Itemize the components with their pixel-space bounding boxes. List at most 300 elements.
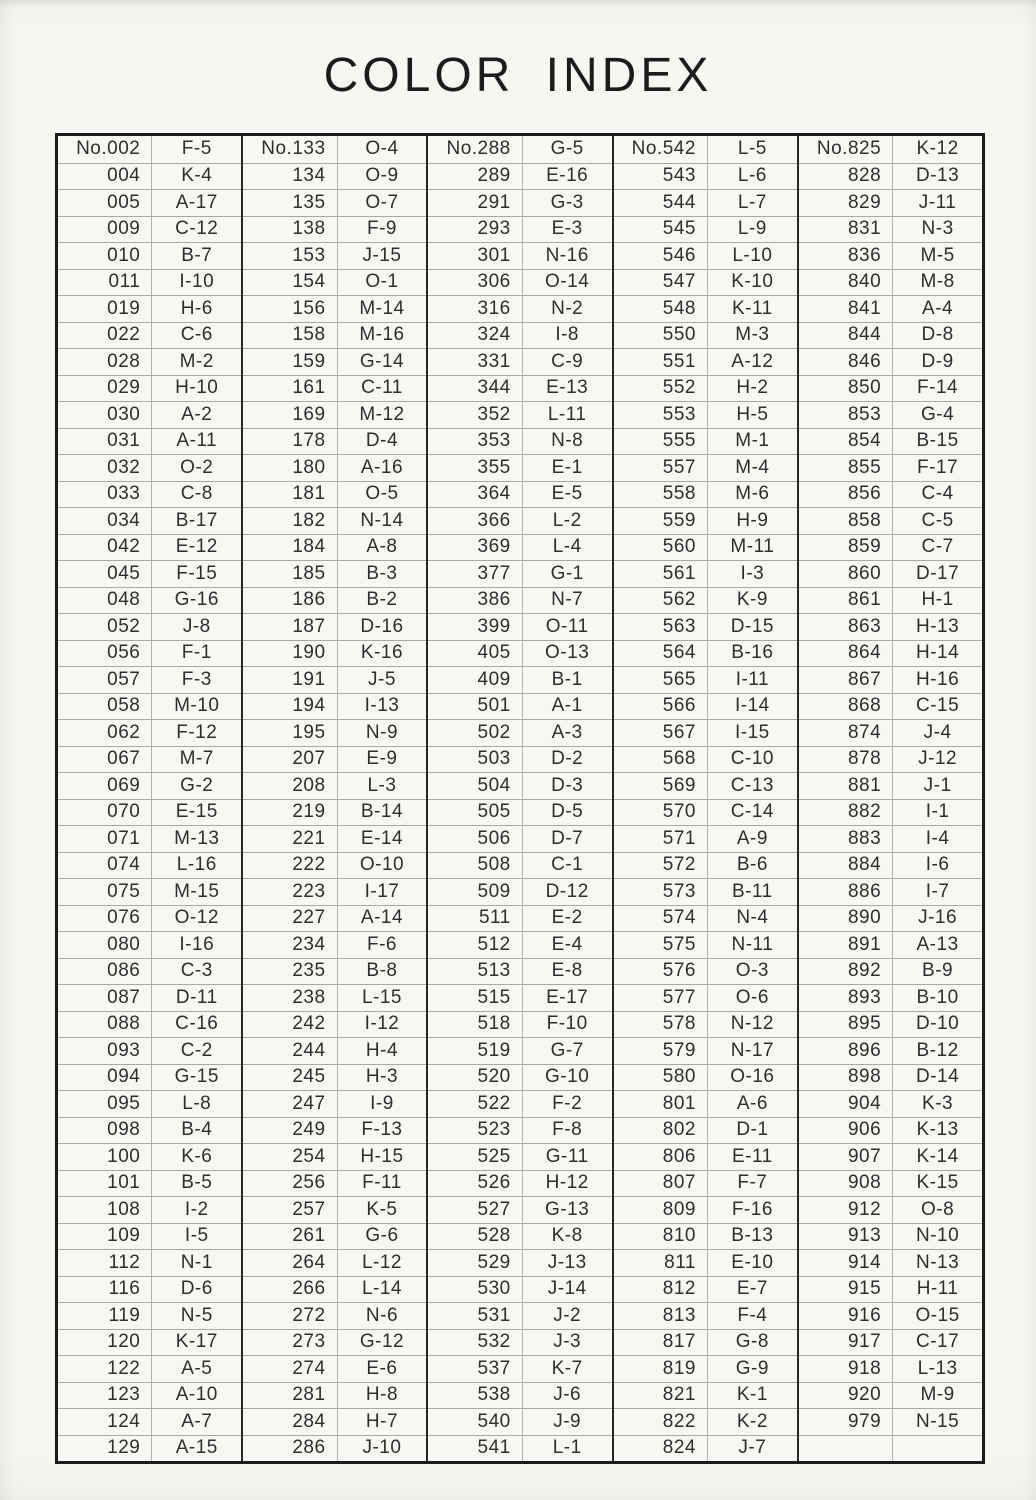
grid-ref-cell: G-9	[708, 1355, 797, 1382]
grid-ref-cell: K-6	[152, 1143, 241, 1170]
grid-ref-cell: A-7	[152, 1408, 241, 1435]
grid-ref-cell: H-16	[893, 666, 982, 693]
color-number-cell: 813	[614, 1302, 708, 1329]
color-number-cell: 912	[799, 1196, 893, 1223]
color-number-cell: 306	[428, 269, 522, 296]
color-number-cell: 134	[243, 163, 337, 190]
grid-ref-cell: K-11	[708, 295, 797, 322]
grid-ref-cell: O-9	[338, 163, 427, 190]
grid-ref-cell: H-5	[708, 401, 797, 428]
color-number-cell: 386	[428, 587, 522, 614]
color-number-cell: 817	[614, 1329, 708, 1356]
color-number-cell: 546	[614, 242, 708, 269]
color-number-cell: 123	[58, 1382, 152, 1409]
grid-ref-cell: G-5	[550, 138, 584, 160]
grid-ref-cell: C-12	[152, 216, 241, 243]
color-number-cell: 855	[799, 454, 893, 481]
color-number-cell: 802	[614, 1117, 708, 1144]
grid-ref-cell: O-6	[708, 984, 797, 1011]
grid-ref-cell: M-5	[893, 242, 982, 269]
grid-ref-cell: K-5	[338, 1196, 427, 1223]
grid-ref-cell: E-3	[523, 216, 612, 243]
grid-ref-cell: C-14	[708, 799, 797, 826]
color-number-cell: 249	[243, 1117, 337, 1144]
grid-ref-cell: I-5	[152, 1223, 241, 1250]
color-number-cell: 576	[614, 958, 708, 985]
color-number-cell: 169	[243, 401, 337, 428]
color-number-cell: 540	[428, 1408, 522, 1435]
grid-ref-cell: M-2	[152, 348, 241, 375]
color-number-cell: 324	[428, 322, 522, 349]
grid-ref-cell: C-13	[708, 772, 797, 799]
color-number-cell: 853	[799, 401, 893, 428]
color-number-cell: 238	[243, 984, 337, 1011]
color-number-cell: 916	[799, 1302, 893, 1329]
grid-ref-cell: K-13	[893, 1117, 982, 1144]
color-number-cell: 530	[428, 1276, 522, 1303]
grid-ref-cell: B-15	[893, 428, 982, 455]
color-number-cell	[799, 1435, 893, 1462]
grid-ref-cell: K-9	[708, 587, 797, 614]
color-number-cell: 577	[614, 984, 708, 1011]
color-number-cell: 532	[428, 1329, 522, 1356]
grid-ref-cell: E-16	[523, 163, 612, 190]
grid-ref-cell: A-14	[338, 905, 427, 932]
color-number-cell: 552	[614, 375, 708, 402]
grid-ref-cell: F-8	[523, 1117, 612, 1144]
grid-ref-cell: L-2	[523, 507, 612, 534]
grid-ref-cell: J-14	[523, 1276, 612, 1303]
grid-ref-cell: C-2	[152, 1037, 241, 1064]
grid-ref-cell: G-6	[338, 1223, 427, 1250]
grid-ref-cell: M-10	[152, 693, 241, 720]
color-number-cell: 029	[58, 375, 152, 402]
color-number-cell: 154	[243, 269, 337, 296]
color-number-cell: 272	[243, 1302, 337, 1329]
column-group-5	[799, 136, 982, 1461]
grid-ref-cell: D-1	[708, 1117, 797, 1144]
color-number-cell: 032	[58, 454, 152, 481]
grid-ref-cell: H-4	[338, 1037, 427, 1064]
grid-ref-cell: A-11	[152, 428, 241, 455]
color-number-cell: 369	[428, 534, 522, 561]
grid-ref-cell: B-5	[152, 1170, 241, 1197]
color-number-cell: 052	[58, 613, 152, 640]
color-number-cell: 806	[614, 1143, 708, 1170]
grid-ref-cell: K-14	[893, 1143, 982, 1170]
color-number-cell: 915	[799, 1276, 893, 1303]
color-number-cell: 561	[614, 560, 708, 587]
grid-ref-cell: I-9	[338, 1090, 427, 1117]
column-group-2	[243, 136, 428, 1461]
grid-ref-cell	[893, 1435, 982, 1462]
color-number-cell: 161	[243, 375, 337, 402]
grid-ref-cell: E-6	[338, 1355, 427, 1382]
color-number-cell: 553	[614, 401, 708, 428]
grid-ref-cell: F-7	[708, 1170, 797, 1197]
color-number-cell: 913	[799, 1223, 893, 1250]
grid-ref-cell: N-3	[893, 216, 982, 243]
grid-ref-cell: A-13	[893, 931, 982, 958]
grid-ref-cell: E-5	[523, 481, 612, 508]
grid-ref-cell: O-10	[338, 852, 427, 879]
color-number-cell: 355	[428, 454, 522, 481]
grid-ref-cell: J-3	[523, 1329, 612, 1356]
color-number-cell: 184	[243, 534, 337, 561]
color-number-cell: 070	[58, 799, 152, 826]
color-number-cell: 058	[58, 693, 152, 720]
grid-ref-cell: C-16	[152, 1011, 241, 1038]
color-number-cell: 811	[614, 1249, 708, 1276]
grid-ref-cell: B-11	[708, 878, 797, 905]
grid-ref-cell: F-12	[152, 719, 241, 746]
grid-ref-cell: C-17	[893, 1329, 982, 1356]
grid-ref-cell: F-11	[338, 1170, 427, 1197]
grid-ref-cell: O-11	[523, 613, 612, 640]
color-number-cell: 526	[428, 1170, 522, 1197]
grid-ref-cell: I-17	[338, 878, 427, 905]
color-number-cell: 557	[614, 454, 708, 481]
grid-ref-cell: M-16	[338, 322, 427, 349]
color-index-table	[55, 133, 985, 1464]
grid-ref-cell: C-10	[708, 746, 797, 773]
grid-ref-cell: F-13	[338, 1117, 427, 1144]
color-number-cell: 822	[614, 1408, 708, 1435]
color-number-cell: 191	[243, 666, 337, 693]
color-number-cell: 906	[799, 1117, 893, 1144]
color-number-cell: 222	[243, 852, 337, 879]
color-number-cell: 257	[243, 1196, 337, 1223]
grid-ref-cell: H-7	[338, 1408, 427, 1435]
color-number-cell: No.542	[614, 136, 708, 163]
grid-ref-cell: N-14	[338, 507, 427, 534]
grid-ref-cell: I-13	[338, 693, 427, 720]
grid-ref-cell: H-12	[523, 1170, 612, 1197]
grid-ref-cell: G-12	[338, 1329, 427, 1356]
grid-ref-cell: B-7	[152, 242, 241, 269]
grid-ref-cell: G-13	[523, 1196, 612, 1223]
grid-ref-cell: B-2	[338, 587, 427, 614]
color-number-cell: 840	[799, 269, 893, 296]
color-number-cell: 056	[58, 640, 152, 667]
color-number-cell: 895	[799, 1011, 893, 1038]
color-number-cell: 256	[243, 1170, 337, 1197]
grid-ref-cell: H-13	[893, 613, 982, 640]
color-number-cell: 289	[428, 163, 522, 190]
grid-ref-cell: K-1	[708, 1382, 797, 1409]
grid-ref-cell: E-13	[523, 375, 612, 402]
color-number-cell: 122	[58, 1355, 152, 1382]
grid-ref-cell: G-4	[893, 401, 982, 428]
color-number-cell: 918	[799, 1355, 893, 1382]
grid-ref-cell: N-1	[152, 1249, 241, 1276]
grid-ref-cell: J-4	[893, 719, 982, 746]
grid-ref-cell: D-14	[893, 1064, 982, 1091]
grid-ref-cell: J-1	[893, 772, 982, 799]
color-number-cell: 281	[243, 1382, 337, 1409]
color-number-cell: 242	[243, 1011, 337, 1038]
grid-ref-cell: D-7	[523, 825, 612, 852]
grid-ref-cell: I-7	[893, 878, 982, 905]
color-number-cell: 509	[428, 878, 522, 905]
color-number-cell: 544	[614, 189, 708, 216]
grid-ref-cell: L-15	[338, 984, 427, 1011]
grid-ref-cell: J-12	[893, 746, 982, 773]
color-number-cell: 890	[799, 905, 893, 932]
color-number-cell: 559	[614, 507, 708, 534]
color-number-cell: 331	[428, 348, 522, 375]
grid-ref-cell: L-12	[338, 1249, 427, 1276]
color-number-cell: 574	[614, 905, 708, 932]
color-number-cell: 195	[243, 719, 337, 746]
color-number-cell: 904	[799, 1090, 893, 1117]
color-number-cell: 529	[428, 1249, 522, 1276]
color-number-cell: 221	[243, 825, 337, 852]
grid-ref-cell: L-5	[737, 138, 767, 160]
grid-ref-cell: A-4	[893, 295, 982, 322]
color-number-cell: 301	[428, 242, 522, 269]
grid-ref-cell: B-13	[708, 1223, 797, 1250]
grid-ref-cell: A-6	[708, 1090, 797, 1117]
color-number-cell: 116	[58, 1276, 152, 1303]
color-number-cell: 878	[799, 746, 893, 773]
grid-ref-cell: A-2	[152, 401, 241, 428]
color-number-cell: 095	[58, 1090, 152, 1117]
grid-ref-cell: K-16	[338, 640, 427, 667]
grid-ref-cell: A-1	[523, 693, 612, 720]
grid-ref-cell: I-4	[893, 825, 982, 852]
color-number-cell: 560	[614, 534, 708, 561]
color-number-cell: 566	[614, 693, 708, 720]
color-number-cell: 129	[58, 1435, 152, 1462]
color-number-cell: 541	[428, 1435, 522, 1462]
grid-ref-cell: J-10	[338, 1435, 427, 1462]
color-number-cell: 891	[799, 931, 893, 958]
color-number-cell: 555	[614, 428, 708, 455]
grid-ref-cell: E-17	[523, 984, 612, 1011]
color-number-cell: 569	[614, 772, 708, 799]
grid-ref-cell: F-3	[152, 666, 241, 693]
grid-ref-cell: K-3	[893, 1090, 982, 1117]
color-number-cell: 409	[428, 666, 522, 693]
color-number-cell: 135	[243, 189, 337, 216]
color-number-cell: 180	[243, 454, 337, 481]
grid-ref-cell: I-11	[708, 666, 797, 693]
grid-ref-cell: N-9	[338, 719, 427, 746]
color-number-cell: 850	[799, 375, 893, 402]
color-number-cell: 511	[428, 905, 522, 932]
color-number-cell: 293	[428, 216, 522, 243]
grid-ref-cell: N-6	[338, 1302, 427, 1329]
color-number-cell: 247	[243, 1090, 337, 1117]
color-number-cell: 841	[799, 295, 893, 322]
grid-ref-cell: C-7	[893, 534, 982, 561]
color-number-cell: 158	[243, 322, 337, 349]
color-number-cell: 022	[58, 322, 152, 349]
grid-ref-cell: O-8	[893, 1196, 982, 1223]
grid-ref-cell: D-3	[523, 772, 612, 799]
color-number-cell: 550	[614, 322, 708, 349]
grid-ref-cell: E-7	[708, 1276, 797, 1303]
grid-ref-cell: A-5	[152, 1355, 241, 1382]
color-number-cell: 010	[58, 242, 152, 269]
color-number-cell: 153	[243, 242, 337, 269]
color-number-cell: 004	[58, 163, 152, 190]
grid-ref-cell: F-10	[523, 1011, 612, 1038]
color-number-cell: 274	[243, 1355, 337, 1382]
grid-ref-cell: K-8	[523, 1223, 612, 1250]
grid-ref-cell: M-9	[893, 1382, 982, 1409]
grid-ref-cell: D-8	[893, 322, 982, 349]
grid-ref-cell: A-8	[338, 534, 427, 561]
grid-ref-cell: D-13	[893, 163, 982, 190]
grid-ref-cell: F-14	[893, 375, 982, 402]
grid-ref-cell: E-10	[708, 1249, 797, 1276]
grid-ref-cell: M-11	[708, 534, 797, 561]
color-number-cell: 551	[614, 348, 708, 375]
color-number-cell: 048	[58, 587, 152, 614]
color-number-cell: 069	[58, 772, 152, 799]
grid-ref-cell: D-15	[708, 613, 797, 640]
color-number-cell: 261	[243, 1223, 337, 1250]
color-number-cell: 844	[799, 322, 893, 349]
grid-ref-cell: A-16	[338, 454, 427, 481]
grid-ref-cell: L-13	[893, 1355, 982, 1382]
grid-ref-cell: E-8	[523, 958, 612, 985]
grid-ref-cell: N-15	[893, 1408, 982, 1435]
color-number-cell: 086	[58, 958, 152, 985]
grid-ref-cell: O-13	[523, 640, 612, 667]
color-number-cell: 580	[614, 1064, 708, 1091]
grid-ref-cell: I-16	[152, 931, 241, 958]
grid-ref-cell: M-13	[152, 825, 241, 852]
color-number-cell: 522	[428, 1090, 522, 1117]
color-number-cell: 501	[428, 693, 522, 720]
grid-ref-cell: J-15	[338, 242, 427, 269]
color-number-cell: 525	[428, 1143, 522, 1170]
color-number-cell: 264	[243, 1249, 337, 1276]
grid-ref-cell: D-17	[893, 560, 982, 587]
grid-ref-cell: E-11	[708, 1143, 797, 1170]
color-number-cell: 528	[428, 1223, 522, 1250]
color-number-cell: 080	[58, 931, 152, 958]
color-number-cell: 882	[799, 799, 893, 826]
grid-ref-cell: J-6	[523, 1382, 612, 1409]
grid-ref-cell: M-14	[338, 295, 427, 322]
color-number-cell: 235	[243, 958, 337, 985]
grid-ref-cell: L-11	[523, 401, 612, 428]
grid-ref-cell: I-15	[708, 719, 797, 746]
color-number-cell: 108	[58, 1196, 152, 1223]
color-number-cell: 405	[428, 640, 522, 667]
color-number-cell: 031	[58, 428, 152, 455]
grid-ref-cell: I-1	[893, 799, 982, 826]
grid-ref-cell: J-11	[893, 189, 982, 216]
color-number-cell: 074	[58, 852, 152, 879]
color-number-cell: 186	[243, 587, 337, 614]
grid-ref-cell: N-10	[893, 1223, 982, 1250]
column-group-3	[428, 136, 613, 1461]
color-number-cell: 810	[614, 1223, 708, 1250]
color-number-cell: 138	[243, 216, 337, 243]
color-number-cell: 896	[799, 1037, 893, 1064]
color-number-cell: 568	[614, 746, 708, 773]
grid-ref-cell: M-4	[708, 454, 797, 481]
color-number-cell: 028	[58, 348, 152, 375]
grid-ref-cell: H-3	[338, 1064, 427, 1091]
grid-ref-cell: M-15	[152, 878, 241, 905]
color-number-cell: 883	[799, 825, 893, 852]
color-number-cell: 801	[614, 1090, 708, 1117]
grid-ref-cell: H-10	[152, 375, 241, 402]
grid-ref-cell: G-15	[152, 1064, 241, 1091]
grid-ref-cell: L-3	[338, 772, 427, 799]
color-number-cell: 809	[614, 1196, 708, 1223]
grid-ref-cell: L-6	[708, 163, 797, 190]
grid-ref-cell: G-11	[523, 1143, 612, 1170]
color-number-cell: 291	[428, 189, 522, 216]
color-number-cell: 062	[58, 719, 152, 746]
color-number-cell: 190	[243, 640, 337, 667]
grid-ref-cell: B-14	[338, 799, 427, 826]
grid-ref-cell: E-14	[338, 825, 427, 852]
color-number-cell: 377	[428, 560, 522, 587]
color-number-cell: 352	[428, 401, 522, 428]
color-number-cell: 194	[243, 693, 337, 720]
color-number-cell: 881	[799, 772, 893, 799]
grid-ref-cell: H-6	[152, 295, 241, 322]
grid-ref-cell: O-2	[152, 454, 241, 481]
grid-ref-cell: K-17	[152, 1329, 241, 1356]
grid-ref-cell: N-2	[523, 295, 612, 322]
grid-ref-cell: M-12	[338, 401, 427, 428]
grid-ref-cell: C-6	[152, 322, 241, 349]
grid-ref-cell: I-12	[338, 1011, 427, 1038]
color-number-cell: 284	[243, 1408, 337, 1435]
grid-ref-cell: B-9	[893, 958, 982, 985]
grid-ref-cell: I-6	[893, 852, 982, 879]
color-number-cell: 570	[614, 799, 708, 826]
grid-ref-cell: H-15	[338, 1143, 427, 1170]
grid-ref-cell: O-4	[365, 138, 399, 160]
grid-ref-cell: J-7	[708, 1435, 797, 1462]
color-number-cell: 505	[428, 799, 522, 826]
color-number-cell: 579	[614, 1037, 708, 1064]
grid-ref-cell: M-8	[893, 269, 982, 296]
color-number-cell: 829	[799, 189, 893, 216]
grid-ref-cell: K-10	[708, 269, 797, 296]
grid-ref-cell: O-16	[708, 1064, 797, 1091]
color-number-cell: 578	[614, 1011, 708, 1038]
color-number-cell: 907	[799, 1143, 893, 1170]
color-number-cell: 558	[614, 481, 708, 508]
grid-ref-cell: L-1	[523, 1435, 612, 1462]
grid-ref-cell: L-9	[708, 216, 797, 243]
grid-ref-cell: O-5	[338, 481, 427, 508]
color-number-cell: 531	[428, 1302, 522, 1329]
color-number-cell: 807	[614, 1170, 708, 1197]
color-number-cell: 101	[58, 1170, 152, 1197]
color-number-cell: 098	[58, 1117, 152, 1144]
grid-ref-cell: B-12	[893, 1037, 982, 1064]
color-number-cell: 208	[243, 772, 337, 799]
grid-ref-cell: F-16	[708, 1196, 797, 1223]
grid-ref-cell: O-12	[152, 905, 241, 932]
grid-ref-cell: D-6	[152, 1276, 241, 1303]
color-number-cell: 045	[58, 560, 152, 587]
grid-ref-cell: L-10	[708, 242, 797, 269]
grid-ref-cell: D-4	[338, 428, 427, 455]
